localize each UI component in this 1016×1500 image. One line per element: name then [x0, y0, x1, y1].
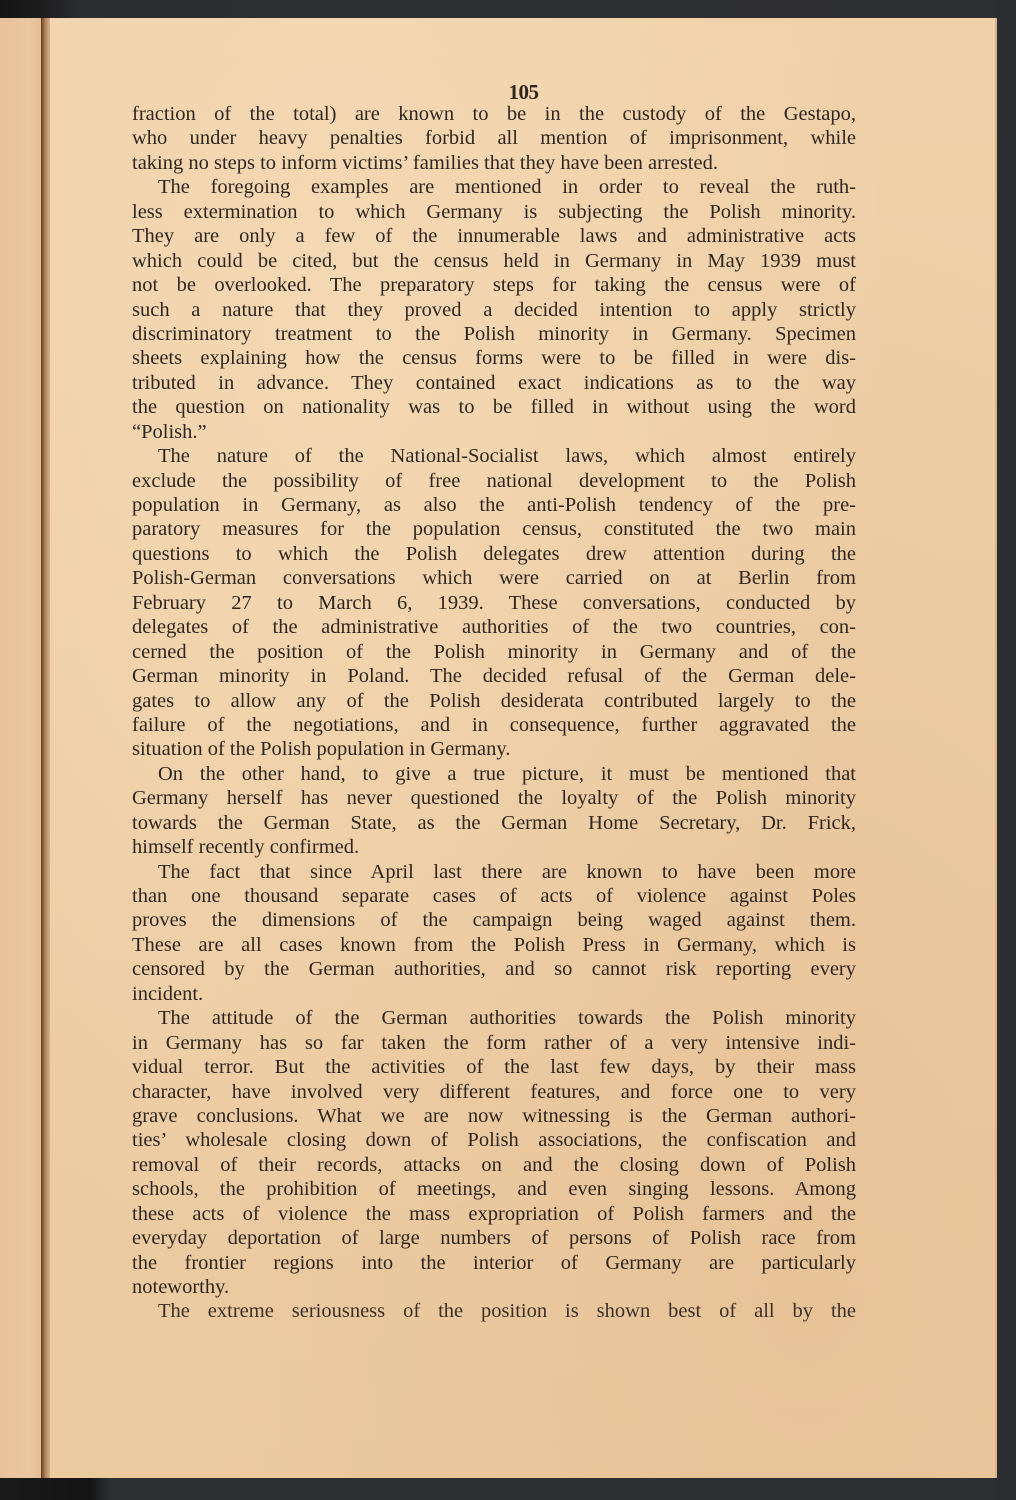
- text-line: which could be cited, but the census held in Germany in May 1939 must: [132, 249, 856, 272]
- text-line: “Polish.”: [132, 420, 207, 443]
- book-page: [50, 18, 997, 1478]
- text-line: vidual terror. But the activities of the last few days, by their mass: [132, 1056, 856, 1079]
- text-line: cerned the position of the Polish minority in Germany and of the: [132, 640, 856, 663]
- scan-background-bottom: [0, 1478, 1016, 1500]
- scan-background-top: [0, 0, 1016, 18]
- text-line: not be overlooked. The preparatory steps for taking the census were of: [132, 274, 856, 297]
- paragraph: [132, 860, 856, 1007]
- text-line: The foregoing examples are mentioned in order to reveal the ruth-: [158, 176, 856, 199]
- text-line: Polish-German conversations which were carried on at Berlin from: [132, 567, 856, 590]
- text-line: noteworthy.: [132, 1276, 230, 1298]
- text-line: grave conclusions. What we are now witnessing is the German authori-: [132, 1104, 856, 1127]
- text-line: than one thousand separate cases of acts of violence against Poles: [132, 885, 856, 907]
- text-line: gates to allow any of the Polish desiderata contributed largely to the: [132, 689, 856, 712]
- text-line: such a nature that they proved a decided intention to apply strictly: [132, 298, 856, 321]
- paragraph: [132, 1006, 856, 1299]
- scan-background-right: [996, 0, 1016, 1500]
- paragraph: [132, 175, 856, 444]
- text-line: sheets explaining how the census forms were to be filled in were dis-: [132, 347, 856, 370]
- text-line: The fact that since April last there are known to have been more: [158, 860, 856, 883]
- text-line: failure of the negotiations, and in consequence, further aggravated the: [132, 713, 856, 736]
- text-line: ties’ wholesale closing down of Polish associations, the confiscation and: [132, 1129, 856, 1152]
- text-line: paratory measures for the population census, constituted the two main: [132, 518, 856, 541]
- text-line: They are only a few of the innumerable laws and administrative acts: [132, 225, 856, 248]
- text-line: exclude the possibility of free national development to the Polish: [132, 469, 856, 492]
- text-line: Germany herself has never questioned the loyalty of the Polish minority: [132, 787, 856, 810]
- text-line: questions to which the Polish delegates drew attention during the: [132, 542, 856, 565]
- text-line: On the other hand, to give a true picture, it must be mentioned that: [158, 762, 856, 785]
- text-line: The extreme seriousness of the position is shown best of all by the: [158, 1300, 856, 1323]
- page-number: 105: [508, 80, 539, 104]
- body-text: [132, 102, 856, 1324]
- text-line: German minority in Poland. The decided refusal of the German dele-: [132, 665, 856, 688]
- text-line: these acts of violence the mass expropriation of Polish farmers and the: [132, 1202, 856, 1225]
- text-line: These are all cases known from the Polish Press in Germany, which is: [132, 933, 856, 956]
- text-line: less extermination to which Germany is subjecting the Polish minority.: [132, 200, 856, 223]
- text-line: schools, the prohibition of meetings, and even singing lessons. Among: [132, 1178, 856, 1201]
- text-line: The nature of the National-Socialist laws, which almost entirely: [158, 445, 856, 468]
- text-line: himself recently confirmed.: [132, 836, 360, 859]
- text-line: The attitude of the German authorities towards the Polish minority: [158, 1007, 856, 1030]
- paragraph: [132, 102, 856, 175]
- text-line: who under heavy penalties forbid all mention of imprisonment, while: [132, 127, 856, 150]
- text-line: proves the dimensions of the campaign being waged against them.: [132, 909, 856, 932]
- text-line: February 27 to March 6, 1939. These conversations, conducted by: [132, 591, 856, 614]
- paragraph: [132, 444, 856, 762]
- paragraph: [132, 762, 856, 860]
- text-line: taking no steps to inform victims’ families that they have been arrested.: [132, 151, 718, 174]
- text-line: the frontier regions into the interior of Germany are particularly: [132, 1251, 856, 1274]
- text-line: in Germany has so far taken the form rather of a very intensive indi-: [132, 1031, 856, 1054]
- text-line: incident.: [132, 982, 204, 1005]
- facing-page-edge: [0, 18, 42, 1478]
- book-spine-shadow: [41, 18, 50, 1478]
- text-line: removal of their records, attacks on and the closing down of Polish: [132, 1153, 856, 1176]
- text-line: population in Germany, as also the anti-Polish tendency of the pre-: [132, 494, 856, 516]
- text-line: the question on nationality was to be filled in without using the word: [132, 396, 856, 419]
- text-line: character, have involved very different features, and force one to very: [132, 1080, 856, 1103]
- text-line: situation of the Polish population in Germany.: [132, 738, 511, 761]
- text-line: everyday deportation of large numbers of persons of Polish race from: [132, 1227, 856, 1250]
- text-line: fraction of the total) are known to be in the custody of the Gestapo,: [132, 103, 856, 125]
- text-line: delegates of the administrative authorities of the two countries, con-: [132, 616, 856, 639]
- text-line: censored by the German authorities, and so cannot risk reporting every: [132, 958, 856, 981]
- text-line: tributed in advance. They contained exact indications as to the way: [132, 371, 856, 394]
- text-line: discriminatory treatment to the Polish minority in Germany. Specimen: [132, 322, 856, 345]
- text-line: towards the German State, as the German Home Secretary, Dr. Frick,: [132, 811, 856, 834]
- paragraph: [132, 1299, 856, 1323]
